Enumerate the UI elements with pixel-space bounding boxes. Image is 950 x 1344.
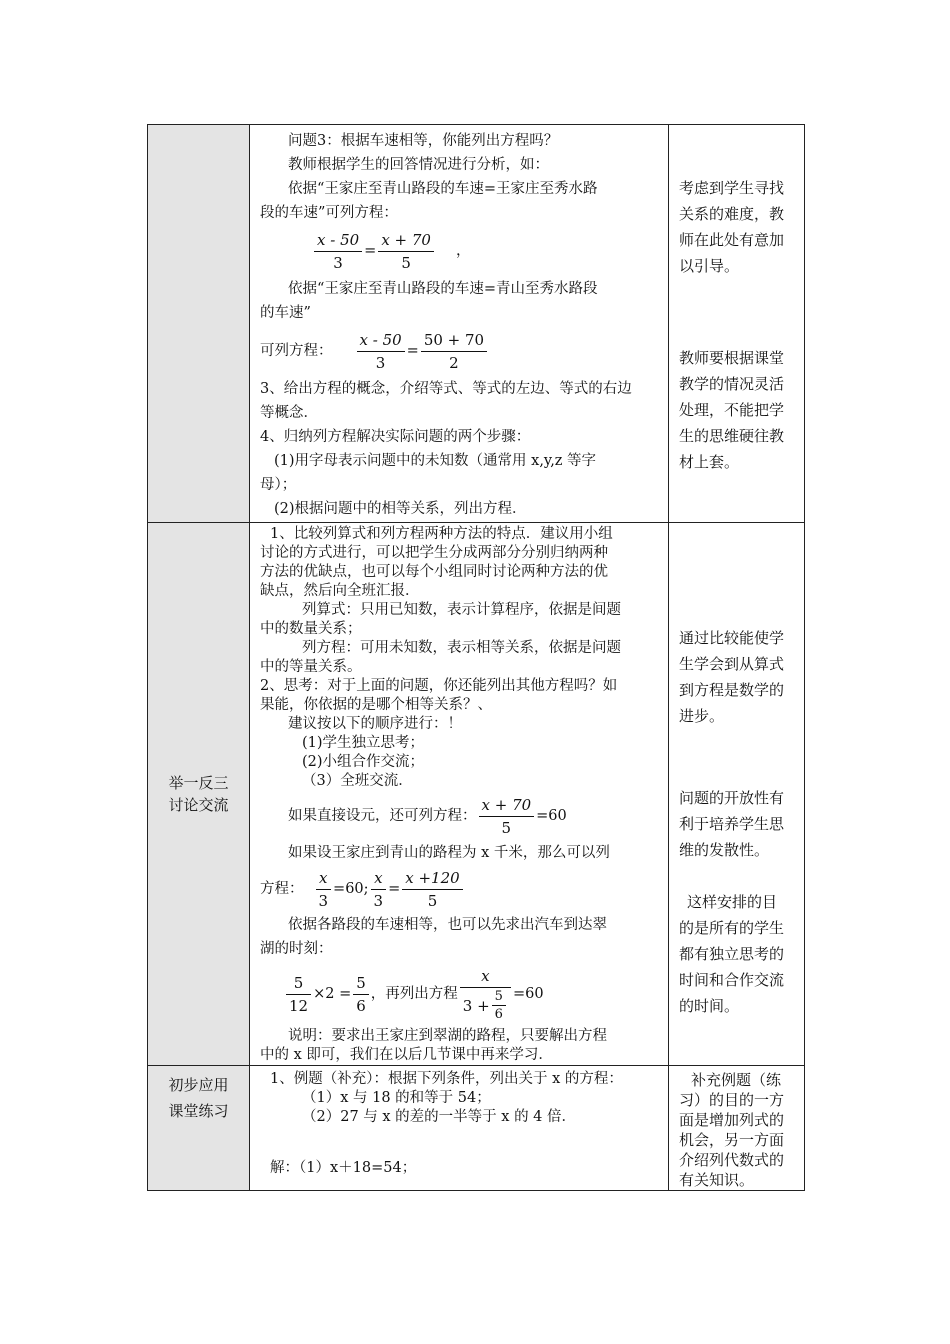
lesson-plan-table xyxy=(147,124,805,1191)
step-2: (2)根据问题中的相等关系，列出方程． xyxy=(274,501,527,517)
fraction: $\frac{x}{3}$ xyxy=(316,867,332,912)
step-1-line-a: (1)用字母表示问题中的未知数（通常用 x,y,z 等字 xyxy=(274,453,597,469)
point-3-line-b: 等概念． xyxy=(260,405,318,421)
direct-equation: 如果直接设元，还可列方程： $\frac{x + 70}{5}$ =60 xyxy=(288,795,567,837)
road-line-a: 如果设王家庄到青山的路程为 x 千米，那么可以列 xyxy=(288,845,610,861)
solution: 解：（1）x＋18=54； xyxy=(270,1160,417,1176)
explanation: 说明：要求出王家庄到翠湖的路程，只要解出方程 中的 x 即可，我们在以后几节课中再来学习． xyxy=(260,1028,607,1063)
example-1: （1）x 与 18 的和等于 54； xyxy=(302,1090,491,1106)
question-3: 问题3：根据车速相等，你能列出方程吗？ xyxy=(288,133,559,149)
note-block-1: 补充例题（练 习）的目的一方 面是增加列式的 机会，另一方面 介绍列代数式的 有关知识。 xyxy=(679,1071,785,1189)
fraction: $\frac{5}{12}$ xyxy=(286,972,311,1017)
step-1-line-b: 母）； xyxy=(260,477,297,493)
note-block-1: 考虑到学生寻找 关系的难度，教 师在此处有意加 以引导。 xyxy=(679,179,785,275)
fraction: $\frac{x}{3}$ xyxy=(371,867,387,912)
content-cell xyxy=(250,1066,669,1191)
compare-methods: 1、比较列算式和列方程两种方法的特点．建议用小组 讨论的方式进行，可以把学生分成两部分分别归纳两种 方法的优缺点，也可以每个小组同时讨论两种方法的优 缺点，然后向全班汇报． 列算式：只用已知数，表示计算程序，依据是间题 中的数量关系； 列方程：可用未知数，表示相等关系，依据是问题 中的等量关系。 2、思考：对于上面的问题，你还能列出其他方程吗？如 果能，你依据的是哪个相等关系？、 建议按以下的顺序进行：！ (1)学生独立思考； (2)小组合作交流； （3）全班交流． xyxy=(260,526,621,789)
basis-1-line-a: 依据“王家庄至青山路段的车速=王家庄至秀水路 xyxy=(288,181,598,197)
fraction: $\frac{5}{6}$ xyxy=(492,988,506,1023)
note-block-2: 教师要根据课堂 教学的情况灵活 处理，不能把学 生的思维硬往教 材上套。 xyxy=(679,349,785,471)
note-block-3: 这样安排的目 的是所有的学生 都有独立思考的 时间和合作交流 的时间。 xyxy=(679,893,785,1015)
note-cell xyxy=(669,523,805,1066)
stage-cell xyxy=(148,523,250,1066)
basis-2-line-b: 的车速” xyxy=(260,305,311,321)
note-cell xyxy=(669,1066,805,1191)
stage-cell xyxy=(148,125,250,523)
equation-1: $\frac{x - 50}{3}$ = $\frac{x + 70}{5}$ ， xyxy=(260,225,660,277)
fraction: $\frac{x - 50}{3}$ xyxy=(357,329,405,374)
note-block-1: 通过比较能使学 生学会到从算式 到方程是数学的 进步。 xyxy=(679,629,785,725)
equation-2: 可列方程： $\frac{x - 50}{3}$ = $\frac{50 + 70}{2}$ xyxy=(260,325,660,377)
teacher-analysis: 教师根据学生的回答情况进行分析，如： xyxy=(288,157,549,173)
table-row xyxy=(148,125,805,523)
content-cell xyxy=(250,523,669,1066)
content-cell xyxy=(250,125,669,523)
basis-1-line-b: 段的车速”可列方程： xyxy=(260,205,398,221)
fraction: $\frac{x + 70}{5}$ xyxy=(479,794,535,839)
example-prompt: 1、例题（补充）：根据下列条件，列出关于 x 的方程： xyxy=(270,1071,623,1087)
example-2: （2）27 与 x 的差的一半等于 x 的 4 倍． xyxy=(302,1109,577,1125)
fraction: $\frac{x + 70}{5}$ xyxy=(378,229,434,274)
point-4: 4、归纳列方程解决实际问题的两个步骤： xyxy=(260,429,531,445)
note-cell xyxy=(669,125,805,523)
table-row xyxy=(148,1066,805,1191)
fraction: $\frac{5}{6}$ xyxy=(353,972,369,1017)
stage-cell xyxy=(148,1066,250,1191)
note-block-2: 问题的开放性有 利于培养学生思 维的发散性。 xyxy=(679,789,785,859)
time-equations: $\frac{5}{12}$ ×2 = $\frac{5}{6}$ ，再列出方程 x 3 + $\frac{5}{6}$ =60 xyxy=(260,961,660,1027)
table-row xyxy=(148,523,805,1066)
basis-2-line-a: 依据“王家庄至青山路段的车速=青山至秀水路段 xyxy=(288,281,598,297)
stage-label: 初步应用 课堂练习 xyxy=(168,1076,229,1120)
point-3-line-a: 3、给出方程的概念，介绍等式、等式的左边、等式的右边 xyxy=(260,381,632,397)
fraction: $\frac{x - 50}{3}$ xyxy=(314,229,362,274)
fraction: x 3 + $\frac{5}{6}$ xyxy=(460,965,511,1023)
fraction: $\frac{x +120}{5}$ xyxy=(402,867,462,912)
time-line-a: 依据各路段的车速相等，也可以先求出汽车到达翠 xyxy=(288,917,607,933)
time-line-b: 湖的时刻： xyxy=(260,941,333,957)
stage-label: 举一反三 讨论交流 xyxy=(168,774,229,814)
road-equations: 方程： $\frac{x}{3}$ =60; $\frac{x}{3}$ = $\frac{x +120}{5}$ xyxy=(260,865,660,913)
fraction: $\frac{50 + 70}{2}$ xyxy=(421,329,487,374)
